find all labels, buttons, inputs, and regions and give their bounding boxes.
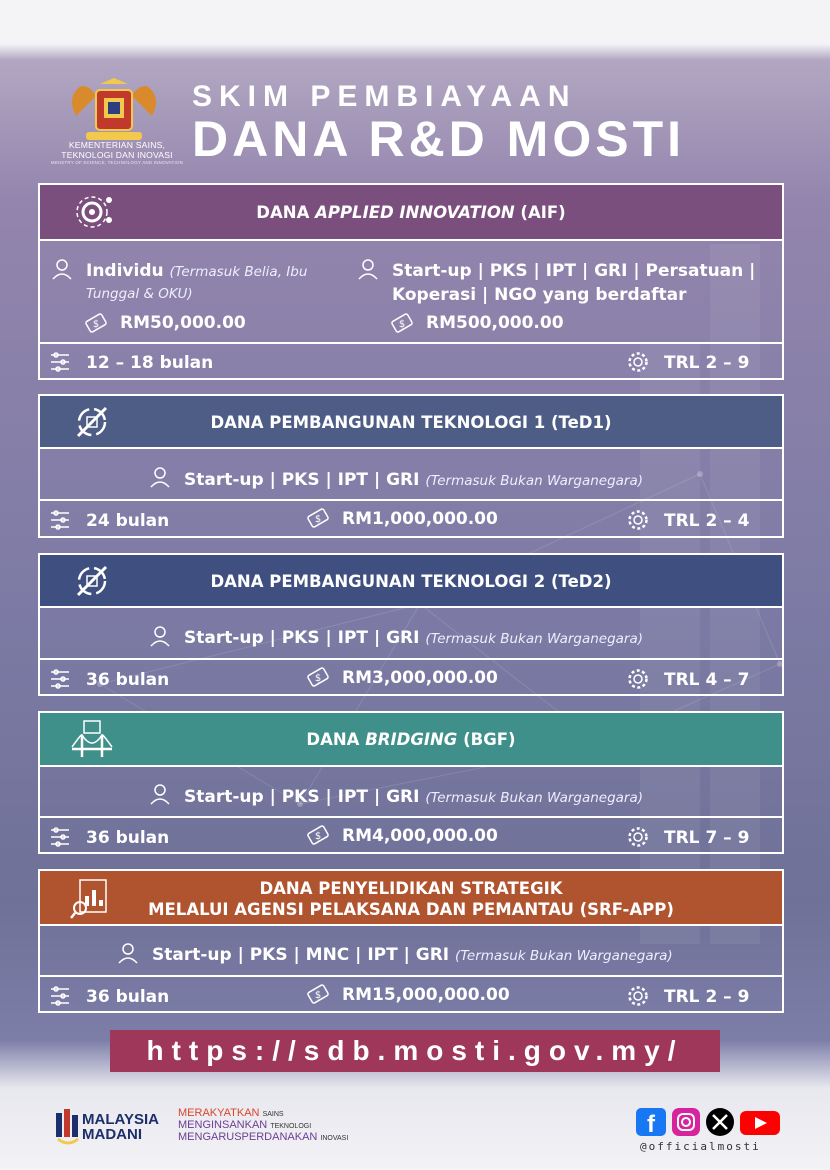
card-srf-app xyxy=(38,869,784,1013)
card-aif-eligibility-1-label: Individu xyxy=(86,261,164,281)
ministry-name-line1: KEMENTERIAN SAINS, xyxy=(68,140,166,150)
sliders-icon xyxy=(48,350,72,374)
slogan-3a: MENGARUSPERDANAKAN xyxy=(178,1131,318,1143)
ministry-slogan xyxy=(178,1108,348,1144)
svg-text:$: $ xyxy=(314,831,322,842)
bridge-icon xyxy=(70,717,114,761)
person-icon xyxy=(148,624,172,648)
card-ted2-footer-row xyxy=(40,658,782,698)
tech-cycle-icon xyxy=(70,559,114,603)
ministry-name-line2: TEKNOLOGI DAN INOVASI xyxy=(61,150,173,160)
card-aif-title-italic: APPLIED INNOVATION xyxy=(315,203,515,222)
card-aif-header xyxy=(40,185,782,241)
malaysia-madani-text xyxy=(82,1112,159,1142)
card-aif-amount-1: RM50,000.00 xyxy=(120,313,246,333)
website-url[interactable]: https://sdb.mosti.gov.my/ xyxy=(146,1035,684,1066)
sliders-icon xyxy=(48,667,72,691)
card-srf-app-trl: TRL 2 – 9 xyxy=(664,987,750,1007)
card-aif-eligibility-1-note: (Termasuk Belia, Ibu xyxy=(169,264,308,280)
card-aif-eligibility-1-line2 xyxy=(86,283,193,303)
card-bgf-eligibility-label: Start-up | PKS | IPT | GRI xyxy=(184,787,420,807)
ministry-name-english: MINISTRY OF SCIENCE, TECHNOLOGY AND INNOVATION xyxy=(50,160,184,165)
card-ted2-title: DANA PEMBANGUNAN TEKNOLOGI 2 (TeD2) xyxy=(210,572,612,591)
card-ted1-trl: TRL 2 – 4 xyxy=(664,511,750,531)
card-bgf-eligibility xyxy=(184,787,643,807)
madani-line1: MALAYSIA xyxy=(82,1111,159,1128)
person-icon xyxy=(116,941,140,965)
card-ted1-footer-row xyxy=(40,499,782,540)
card-ted2-eligibility-label: Start-up | PKS | IPT | GRI xyxy=(184,628,420,648)
card-aif-eligibility-1-note2: Tunggal & OKU) xyxy=(86,286,193,302)
svg-text:$: $ xyxy=(314,514,322,525)
svg-text:$: $ xyxy=(92,319,100,330)
slogan-1a: MERAKYATKAN xyxy=(178,1107,260,1119)
card-ted2 xyxy=(38,553,784,696)
card-aif-amount-2: RM500,000.00 xyxy=(426,313,564,333)
card-srf-app-footer-row xyxy=(40,975,782,1015)
money-icon xyxy=(306,665,330,689)
gear-icon xyxy=(626,825,650,849)
card-srf-app-duration: 36 bulan xyxy=(86,987,170,1007)
social-media-icons xyxy=(636,1106,786,1138)
card-ted2-eligibility-note: (Termasuk Bukan Warganegara) xyxy=(425,631,644,647)
card-ted1-eligibility-note: (Termasuk Bukan Warganegara) xyxy=(425,473,644,489)
card-bgf-header xyxy=(40,713,782,767)
slogan-1b: SAINS xyxy=(262,1111,284,1118)
card-aif-eligibility-2-line1: Start-up | PKS | IPT | GRI | Persatuan | xyxy=(392,261,756,281)
gear-icon xyxy=(626,984,650,1008)
card-aif-title-prefix: DANA xyxy=(256,203,316,222)
sliders-icon xyxy=(48,984,72,1008)
card-ted1-duration: 24 bulan xyxy=(86,511,170,531)
card-ted2-duration: 36 bulan xyxy=(86,670,170,690)
card-bgf-eligibility-note: (Termasuk Bukan Warganegara) xyxy=(425,790,644,806)
slogan-2a: MENGINSANKAN xyxy=(178,1119,268,1131)
facebook-icon[interactable] xyxy=(636,1108,666,1138)
card-srf-app-eligibility-note: (Termasuk Bukan Warganegara) xyxy=(455,948,673,964)
slogan-3b: INOVASI xyxy=(320,1135,349,1142)
x-twitter-icon[interactable] xyxy=(706,1108,734,1136)
card-bgf-duration: 36 bulan xyxy=(86,828,170,848)
sliders-icon xyxy=(48,825,72,849)
card-aif-eligibility-2-line2: Koperasi | NGO yang berdaftar xyxy=(392,285,687,305)
title-line2: DANA R&D MOSTI xyxy=(192,111,686,167)
card-bgf-amount: RM4,000,000.00 xyxy=(342,826,498,846)
money-icon xyxy=(306,823,330,847)
svg-text:$: $ xyxy=(314,990,322,1001)
person-icon xyxy=(356,257,380,281)
card-ted1-header xyxy=(40,396,782,449)
card-ted1-amount: RM1,000,000.00 xyxy=(342,509,498,529)
card-bgf-title-suffix: (BGF) xyxy=(457,730,516,749)
card-srf-app-header xyxy=(40,871,782,926)
website-url-banner[interactable] xyxy=(110,1030,720,1072)
research-chart-icon xyxy=(70,876,114,920)
card-ted1 xyxy=(38,394,784,538)
svg-text:f: f xyxy=(647,1111,655,1138)
card-bgf-title-italic: BRIDGING xyxy=(365,730,458,749)
card-aif-trl: TRL 2 – 9 xyxy=(664,353,750,373)
madani-line2: MADANI xyxy=(82,1126,142,1143)
card-srf-app-title-line1: DANA PENYELIDIKAN STRATEGIK xyxy=(259,879,563,898)
malaysia-madani-logo xyxy=(54,1107,82,1147)
instagram-icon[interactable] xyxy=(672,1108,700,1136)
card-srf-app-title-line2: MELALUI AGENSI PELAKSANA DAN PEMANTAU (SRF-APP) xyxy=(148,900,674,919)
card-bgf xyxy=(38,711,784,854)
card-ted1-eligibility xyxy=(184,470,643,490)
card-aif-eligibility-1 xyxy=(86,261,307,281)
card-ted2-trl: TRL 4 – 7 xyxy=(664,670,750,690)
card-ted1-title: DANA PEMBANGUNAN TEKNOLOGI 1 (TeD1) xyxy=(210,413,612,432)
sliders-icon xyxy=(48,508,72,532)
money-icon xyxy=(84,311,108,335)
gear-icon xyxy=(626,350,650,374)
tech-cycle-icon xyxy=(70,400,114,444)
card-bgf-trl: TRL 7 – 9 xyxy=(664,828,750,848)
gear-icon xyxy=(626,508,650,532)
slogan-2b: TEKNOLOGI xyxy=(270,1123,312,1130)
gear-icon xyxy=(626,667,650,691)
card-ted2-header xyxy=(40,555,782,608)
person-icon xyxy=(148,465,172,489)
svg-text:$: $ xyxy=(314,673,322,684)
card-ted2-amount: RM3,000,000.00 xyxy=(342,668,498,688)
social-handle[interactable]: @officialmosti xyxy=(640,1140,761,1153)
card-ted1-eligibility-label: Start-up | PKS | IPT | GRI xyxy=(184,470,420,490)
card-ted2-eligibility xyxy=(184,628,643,648)
title-line1: SKIM PEMBIAYAAN xyxy=(192,80,577,113)
money-icon xyxy=(306,982,330,1006)
youtube-icon[interactable] xyxy=(740,1111,780,1135)
card-bgf-footer-row xyxy=(40,816,782,856)
card-srf-app-amount: RM15,000,000.00 xyxy=(342,985,510,1005)
innovation-gear-icon xyxy=(70,190,114,234)
card-srf-app-eligibility xyxy=(152,945,673,965)
money-icon xyxy=(390,311,414,335)
card-bgf-title-prefix: DANA xyxy=(306,730,366,749)
card-aif-duration: 12 – 18 bulan xyxy=(86,353,214,373)
person-icon xyxy=(148,782,172,806)
card-aif-title-suffix: (AIF) xyxy=(514,203,566,222)
person-icon xyxy=(50,257,74,281)
money-icon xyxy=(306,506,330,530)
ministry-name xyxy=(42,140,192,166)
card-srf-app-eligibility-label: Start-up | PKS | MNC | IPT | GRI xyxy=(152,945,450,965)
svg-text:$: $ xyxy=(398,319,406,330)
card-aif-footer-row xyxy=(40,342,782,382)
card-aif xyxy=(38,183,784,380)
